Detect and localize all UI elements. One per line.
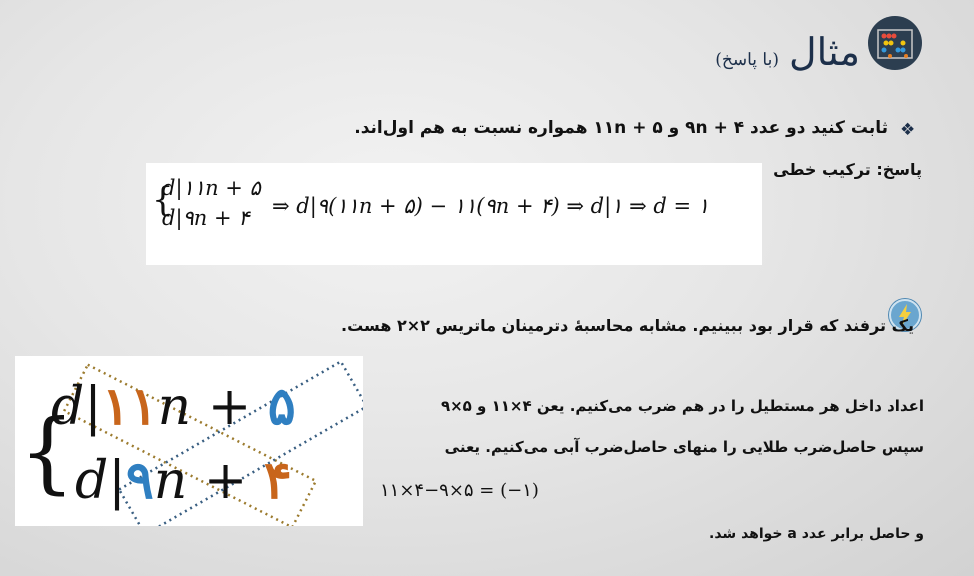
cross-multiplication-diagram (15, 356, 363, 526)
answer-label: پاسخ: ترکیب خطی (773, 160, 922, 179)
equation-line1: d|۱۱n + ۵ (162, 176, 261, 200)
math-box (146, 163, 762, 265)
equation-line2: d|۹n + ۴ (162, 206, 250, 230)
equation-chain: ⇒ d|۹(۱۱n + ۵) − ۱۱(۹n + ۴) ⇒ d|۱ ⇒ d = ۱ (272, 194, 710, 218)
top-row: d|۱۱n + ۵ (51, 376, 296, 437)
big-left-brace: { (19, 400, 75, 503)
bottom-row: d|۹n + ۴ (75, 450, 292, 511)
explanation-line2: سپس حاصل‌ضرب طلایی را منهای حاصل‌ضرب آبی می‌کنیم. یعنی (444, 438, 924, 456)
diamond-bullet-icon: ❖ (900, 120, 916, 140)
question-text: ثابت کنید دو عدد ۴ + ۹n و ۵ + ۱۱n همواره نسبت به هم اول‌اند. (354, 118, 888, 138)
math-equation (146, 163, 762, 265)
explanation-line1: اعداد داخل هر مستطیل را در هم ضرب می‌کنیم. یعن ۴×۱۱ و ۵×۹ (440, 397, 924, 415)
abacus-icon (868, 16, 922, 70)
explanation-line3: و حاصل برابر عدد a خواهد شد. (709, 526, 924, 542)
title-subtitle: (با پاسخ) (715, 50, 779, 70)
title-text: مثال (788, 30, 860, 74)
explanation-formula: ۱۱×۴−۹×۵ = (−۱) (380, 480, 539, 501)
trick-text: یک ترفند که قرار بود ببینیم. مشابه محاسبهٔ دترمینان ماتریس ۲×۲ هست. (341, 316, 914, 335)
abacus-logo (868, 16, 922, 70)
left-brace: { (152, 180, 174, 220)
slide-title (715, 30, 860, 74)
